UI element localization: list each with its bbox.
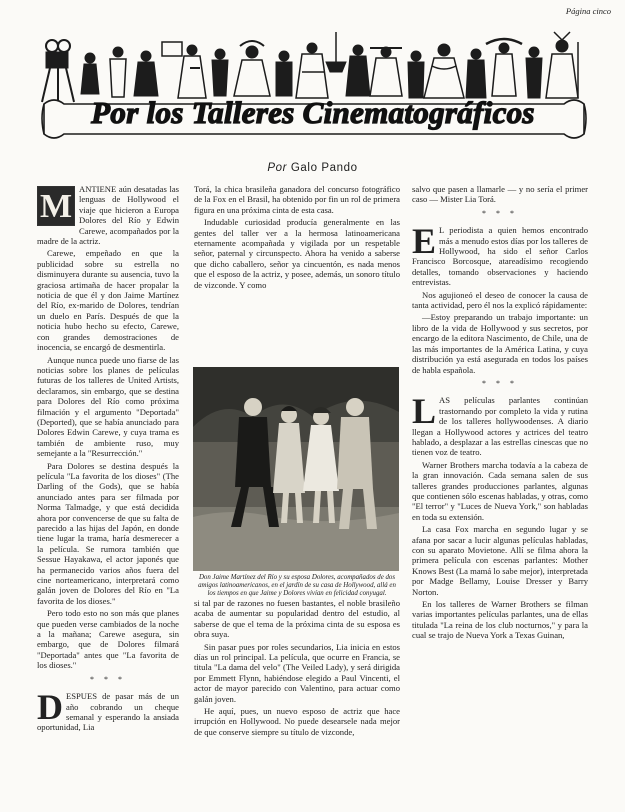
photo-garden-group xyxy=(193,367,399,571)
paragraph-text: ESPUES de pasar más de un año cobrando un cheque semanal y esperando la ansiada oportunidad, Lia xyxy=(37,691,179,733)
paragraph: Nos agujioneó el deseo de conocer la causa de tanta actividad, pero él nos la explicó rápidamente: xyxy=(412,289,588,311)
paragraph xyxy=(37,184,179,246)
paragraph: Aunque nunca puede uno fiarse de las noticias sobre los planes de películas futuras de los talleres de United Artists, declaramos, sin embargo, que se destina para Dolores del Río como próxima filmación y el argumento "Deportada" (Deported), que se había anunciado para Dolores Edwin Carewe, y cuya trama es también de ambiente ruso, muy semejante a la "Resurrección." xyxy=(37,354,179,459)
section-separator: * * * xyxy=(482,208,518,218)
paragraph: Indudable curiosidad producía generalmente en las gentes del taller ver a la hermosa latinoamericana eternamente acompañada y vigilada por un respetable señor, paternal y circunspecto. Ahora ha venido a saberse que dicho caballero, señor ya cincuentón, es nada menos que el esposo de la actriz, y posee, además, un sonoro título de vizconde. Y como xyxy=(194,217,400,290)
paragraph: si tal par de razones no fuesen bastantes, el noble brasileño acaba de aumentar su popularidad dentro del estudio, al saberse de que el tema de la próxima cinta de su esposa es obra suya. xyxy=(194,598,400,640)
paragraph: —Estoy preparando un trabajo importante: un libro de la vida de Hollywood y sus secretos, por encargo de la editora Nascimento, de Chile, una de las más importantes de la América Latina, y cuya distribución ya está asegurada en todos los países de habla española. xyxy=(412,312,588,375)
page-folio: Página cinco xyxy=(565,6,611,16)
paragraph xyxy=(37,687,179,733)
column-3 xyxy=(412,184,588,808)
column-2-top xyxy=(194,184,400,369)
photo-caption: Don Jaime Martínez del Río y su esposa Dolores, acompañados de dos amigos latinoamericanos, en el jardín de su casa de Hollywood, allá en los tiempos en que Jaime y Dolores vivían en felicidad conyugal. xyxy=(198,574,396,597)
drop-cap: D xyxy=(37,687,63,728)
column-2-bottom xyxy=(194,598,400,808)
paragraph xyxy=(412,391,588,458)
byline xyxy=(0,162,625,174)
section-separator: * * * xyxy=(90,674,126,684)
byline-author: Galo Pando xyxy=(290,162,358,174)
paragraph: Torá, la chica brasileña ganadora del concurso fotográfico de la Fox en el Brasil, ha obtenido por fin un rol de primera figura en una próxima cinta de esta casa. xyxy=(194,184,400,215)
paragraph-text: ANTIENE aún desatadas las lenguas de Hollywood el viaje que hicieron a Europa Dolores del Río y Edwin Carewe, acompañados por la madre de la actriz. xyxy=(37,184,179,247)
column-1 xyxy=(37,184,179,804)
paragraph: Carewe, empeñado en que la publicidad sobre su estrella no disminuyera durante su ausencia, tuvo la graciosa artimaña de hacer propalar la noticia de que él y don Jaime Martínez del Río, ex-marido de Dolores, tendrían un duelo en París. Después de que la noticia hubo hecho su efecto, Carewe, con grandes demostraciones de inocencia, se encargó de desmentirla. xyxy=(37,248,179,353)
drop-cap: M xyxy=(37,186,75,226)
paragraph: Warner Brothers marcha todavía a la cabeza de la gran innovación. Cada semana salen de sus talleres grandes producciones parlantes, algunas que contienen sólo escenas habladas, y otras, como "El terror" y "Luces de Nueva York," son habladas en toda su extensión. xyxy=(412,459,588,522)
paragraph: Para Dolores se destina después la película "La favorita de los dioses" (The Darling of the Gods), que se había anunciado antes para ser filmada por Norma Talmadge, y que está decidida ahora por convencerse de que su falta de parecido a las hijas del Japón, en donde tiene lugar la trama, haría desmerecer a la película. Se rumora también que Sessue Hayakawa, el actor japonés que ha permanecido varios años fuera del cine norteamericano, interpretará como galán joven de Dolores del Río en "La favorita de los dioses." xyxy=(37,460,179,606)
paragraph: Sin pasar pues por roles secundarios, Lia inicia en estos días un rol principal. La película, que ocurre en Francia, se titula "La dama del velo" (The Veiled Lady), y será dirigida por Emmett Flynn, habiéndose elegido a Paul Vincenti, el actor de mayor parecido con Valentino, para actuar como galán joven. xyxy=(194,641,400,704)
article-title: Por los Talleres Cinematográficos xyxy=(91,95,535,130)
paragraph: He aquí, pues, un nuevo esposo de actriz que hace irrupción en Hollywood. No puede desearsele nada mejor de que conserve siempre su título de vizconde, xyxy=(194,706,400,737)
drop-cap: E xyxy=(412,221,437,262)
paragraph-text: AS películas parlantes continúan trastornando por completo la vida y rutina de los talleres hollywoodenses. A diario llegan a Hollywood actores y actrices del teatro hablado, a desplazar a las estrellas cinescas que no tienen voz de teatro. xyxy=(412,395,588,458)
paragraph: En los talleres de Warner Brothers se filman varias importantes películas parlantes, una de ellas titulada "La reina de los club nocturnos," y para la cual se trajo de Nueva York a Texas Guinan, xyxy=(412,599,588,641)
paragraph-text: L periodista a quien hemos encontrado más a menudo estos días por los talleres de Hollywood, ha sido el señor Carlos Francisco Borcosque, atareadísimo recogiendo detalles, tomando observaciones y haciendo entrevistas. xyxy=(412,225,588,288)
paragraph: salvo que pasen a llamarle — y no sería el primer caso — Mister Lia Torá. xyxy=(412,184,588,205)
drop-cap: L xyxy=(412,391,437,432)
byline-prefix: Por xyxy=(267,162,288,174)
paragraph: La casa Fox marcha en segundo lugar y se afana por sacar a lucir algunas películas habladas, con su aparato Movietone. Allí se filma ahora la primera película con escenas parlantes: Mother Knows Best (La mamá lo sabe mejor), interpretada por Madge Bellamy, Louise Dresser y Barry Norton. xyxy=(412,524,588,597)
section-separator: * * * xyxy=(482,378,518,388)
paragraph xyxy=(412,221,588,288)
paragraph: Pero todo esto no son más que planes que pueden verse cambiados de la noche a la mañana; Carewe asegura, sin embargo, que de Dolores filmará "Deportada" antes que "La favorita de los dioses." xyxy=(37,608,179,671)
